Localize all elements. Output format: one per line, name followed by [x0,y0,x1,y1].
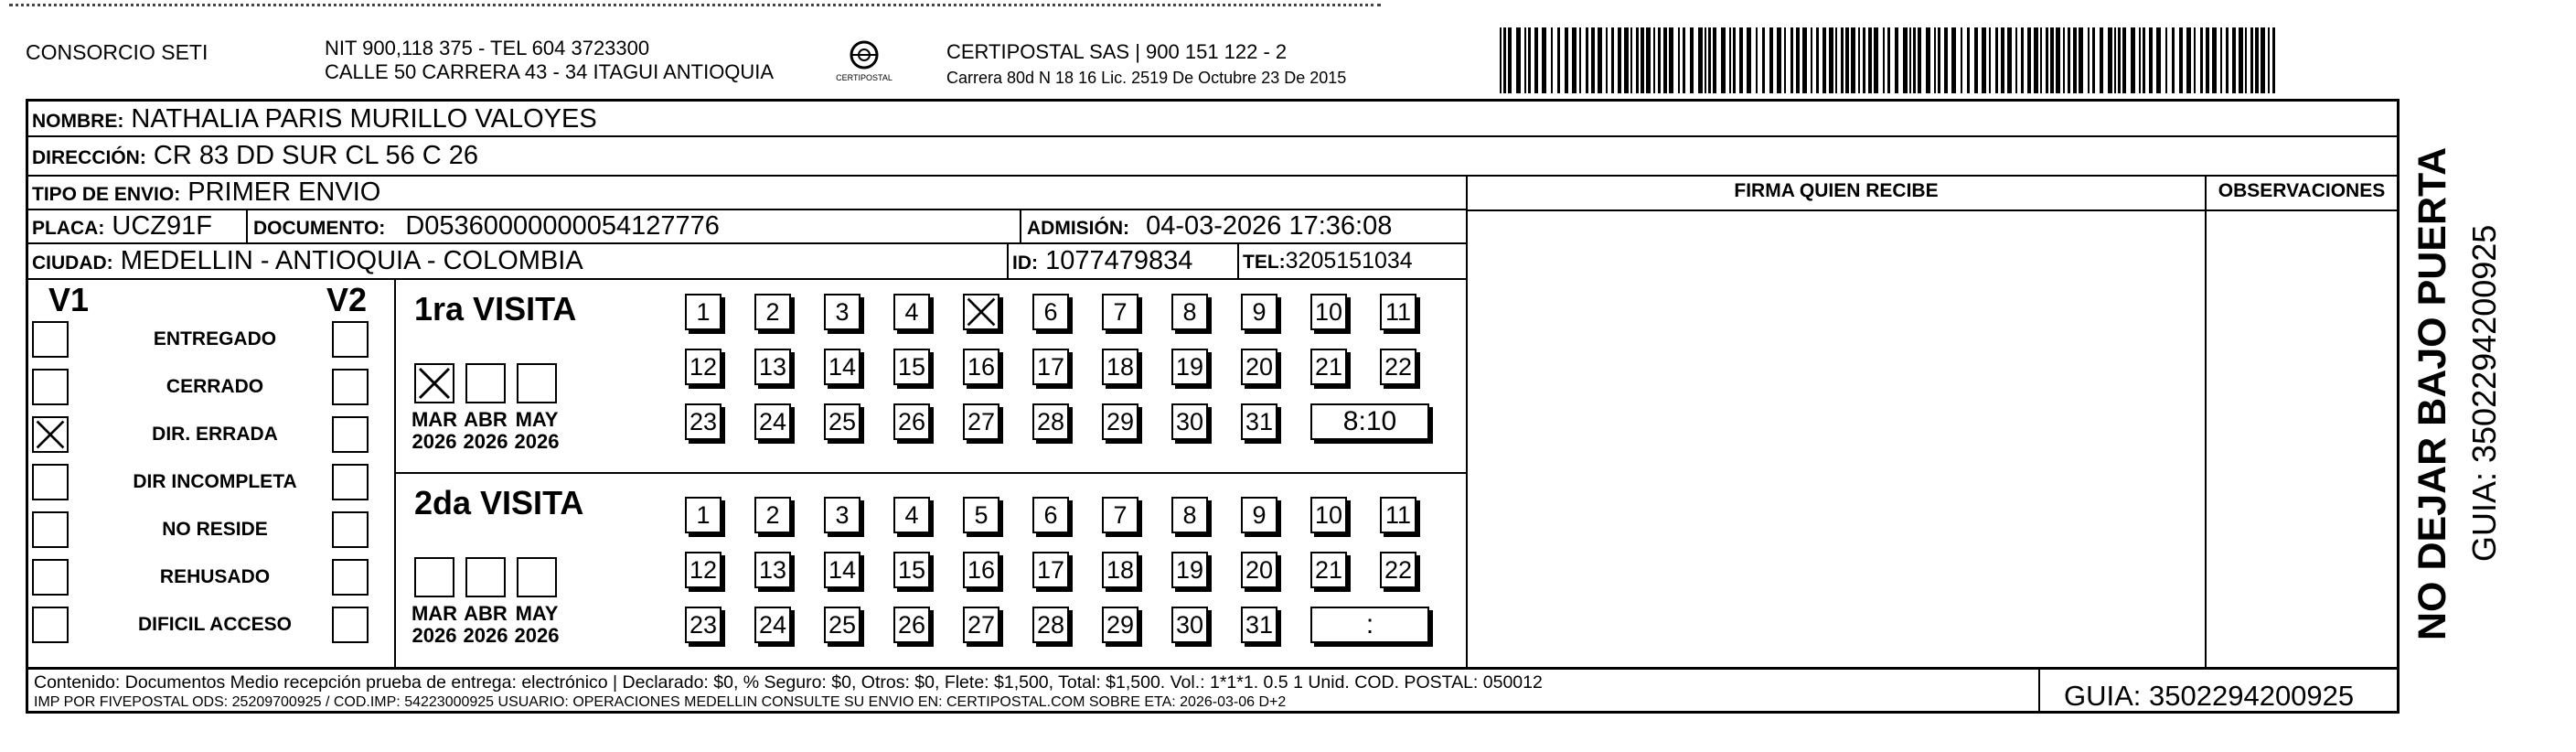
barcode-bar [1534,27,1538,93]
barcode-bar [2250,27,2253,93]
barcode-bar [2021,27,2024,93]
barcode-bar [1690,27,1694,93]
month-label [509,603,564,647]
month-year: 2026 [412,624,457,647]
barcode-bar [1598,27,1602,93]
v1-checkbox[interactable] [32,511,69,548]
barcode-bar [1829,27,1833,93]
v2-checkbox[interactable] [332,416,369,453]
barcode-bar [2079,27,2083,93]
second-visit-day[interactable]: 21 [1310,552,1347,588]
barcode-bar [2122,27,2126,93]
barcode-bar [1705,27,1706,93]
barcode-bar [1841,27,1844,93]
reason-label: CERRADO [166,376,264,397]
first-visit-day[interactable]: 20 [1241,349,1277,385]
barcode-bar [2268,27,2270,93]
v2-checkbox[interactable] [332,369,369,405]
barcode-bar [2220,27,2222,93]
barcode-bar [2149,27,2153,93]
barcode-bar [1618,27,1621,93]
barcode-bar [1895,27,1898,93]
barcode-bar [1845,27,1849,93]
shipment-type-row [32,177,380,210]
barcode-bar [1528,27,1531,93]
second-visit-day[interactable]: 4 [893,497,930,533]
barcode-bar [1822,27,1826,93]
barcode-bar [1756,27,1758,93]
second-visit-day[interactable]: 5 [963,497,999,533]
first-visit-day[interactable]: 16 [963,349,999,385]
first-visit-day[interactable]: 19 [1171,349,1208,385]
logo-caption: CERTIPOSTAL [836,73,893,82]
first-visit-day[interactable]: 12 [685,349,721,385]
reason-label: ENTREGADO [153,328,277,349]
month-label [509,409,564,453]
barcode-bar [2255,27,2259,93]
barcode-bar [1913,27,1916,93]
city-row [32,245,583,279]
x-mark-icon [34,418,67,451]
barcode-bar [1698,27,1703,93]
second-visit-day[interactable]: 18 [1102,552,1138,588]
barcode-bar [2139,27,2141,93]
barcode-bar [1858,27,1860,93]
first-visit-day[interactable]: 7 [1102,294,1138,330]
barcode-bar [1516,27,1521,93]
carrier-name: CERTIPOSTAL SAS | 900 151 122 - 2 [946,40,1288,63]
barcode-bar [1951,27,1956,93]
barcode-bar [1995,27,1998,93]
v1-checkbox[interactable] [32,607,69,643]
address-value: CR 83 DD SUR CL 56 C 26 [153,141,479,170]
first-visit-day[interactable]: 17 [1032,349,1069,385]
v1-checkbox[interactable] [32,559,69,596]
v2-checkbox[interactable] [332,464,369,500]
barcode-bar [1669,27,1673,93]
nit-phone: NIT 900,118 375 - TEL 604 3723300 [325,37,650,59]
barcode-bar [2088,27,2090,93]
month-checkbox[interactable] [465,557,506,597]
admision-divider [1020,209,1021,242]
barcode-bar [1802,27,1807,93]
second-visit-day[interactable]: 22 [1380,552,1416,588]
id-label: ID: [1012,252,1038,274]
barcode-bar [1883,27,1885,93]
shipment-type-label: TIPO DE ENVIO: [32,184,181,205]
observations-column-header: OBSERVACIONES [2218,180,2386,201]
barcode-bar [2007,27,2012,93]
month-year: 2026 [514,430,560,453]
first-visit-day[interactable]: 22 [1380,349,1416,385]
barcode-bar [2001,27,2004,93]
city-value: MEDELLIN - ANTIOQUIA - COLOMBIA [120,246,583,275]
recipient-name: NATHALIA PARIS MURILLO VALOYES [131,104,597,134]
reason-label: NO RESIDE [162,519,268,540]
barcode-bar [1646,27,1651,93]
second-visit-day[interactable]: 16 [963,552,999,588]
v2-checkbox[interactable] [332,511,369,548]
first-visit-day[interactable]: 26 [893,403,930,440]
barcode-bar [2114,27,2116,93]
second-visit-title: 2da VISITA [414,484,584,521]
barcode-bar [1868,27,1872,93]
second-visit-day[interactable]: 14 [824,552,860,588]
month-name: MAR [411,408,458,431]
barcode-bar [1542,27,1546,93]
barcode-bar [2046,27,2048,93]
reason-label: REHUSADO [159,566,271,587]
reason-label: DIR INCOMPLETA [133,471,297,492]
barcode-bar [1989,27,1991,93]
second-visit-day[interactable]: 7 [1102,497,1138,533]
v1-checkbox[interactable] [32,416,69,453]
month-checkbox[interactable] [414,363,454,403]
second-visit-day[interactable]: 28 [1032,607,1069,643]
barcode-bar [1887,27,1890,93]
month-year: 2026 [514,624,560,647]
second-visit-day[interactable]: 29 [1102,607,1138,643]
barcode-bar [2206,27,2209,93]
side-guia-number: GUIA: 3502294200925 [2465,224,2503,562]
first-visit-day[interactable]: 24 [754,403,791,440]
barcode-bar [1591,27,1595,93]
barcode-bar [1796,27,1800,93]
tel-divider [1237,242,1239,278]
first-visit-day[interactable]: 15 [893,349,930,385]
recipient-name-row [32,103,597,137]
guia-box-divider [2038,667,2040,711]
barcode-bar [2226,27,2229,93]
first-visit-day[interactable]: 27 [963,403,999,440]
barcode-bar [1934,27,1936,93]
barcode-bar [2261,27,2265,93]
barcode-bar [1863,27,1865,93]
barcode-bar [1729,27,1731,93]
barcode-bar [1611,27,1614,93]
barcode-bar [1663,27,1667,93]
barcode-bar [1944,27,1948,93]
footer-content-line: Contenido: Documentos Medio recepción prueba de entrega: electrónico | Declarado: $0, % Seguro: $0, Otros: $0, Flete: $1,500, Total: $1,500. Vol.: 1*1*1. 0.5 1 Unid. COD. POSTAL: 050012 [34,672,1543,693]
barcode-bar [1903,27,1908,93]
second-visit-day[interactable]: 25 [824,607,860,643]
second-visit-day[interactable]: 26 [893,607,930,643]
barcode-bar [2232,27,2236,93]
first-visit-time[interactable]: 8:10 [1310,403,1429,440]
barcode-bar [1557,27,1560,93]
address-label: DIRECCIÓN: [32,147,146,168]
second-visit-day[interactable]: 10 [1310,497,1347,533]
barcode-bar [2073,27,2077,93]
second-visit-day[interactable]: 23 [685,607,721,643]
certipostal-logo-icon [830,37,898,91]
month-name: ABR [464,602,508,625]
month-name: MAY [515,408,559,431]
visit-divider [394,472,1466,474]
barcode [1500,27,2282,93]
barcode-bar [1630,27,1632,93]
month-year: 2026 [463,624,508,647]
month-label [407,409,462,453]
barcode-bar [1777,27,1781,93]
barcode-bar [1874,27,1878,93]
second-visit-day[interactable]: 12 [685,552,721,588]
first-visit-day[interactable]: 2 [754,294,791,330]
barcode-bar [2068,27,2070,93]
barcode-bar [1721,27,1726,93]
barcode-bar [1747,27,1751,93]
reason-label: DIR. ERRADA [152,424,278,445]
barcode-bar [1586,27,1588,93]
barcode-bar [2100,27,2103,93]
second-visit-day[interactable]: 8 [1171,497,1208,533]
top-dashed-edge [9,4,1381,6]
second-visit-day[interactable]: 1 [685,497,721,533]
first-visit-day[interactable]: 25 [824,403,860,440]
barcode-bar [1503,27,1506,93]
barcode-bar [1636,27,1639,93]
barcode-bar [1579,27,1581,93]
first-visit-day[interactable]: 29 [1102,403,1138,440]
footer-print-line: IMP POR FIVEPOSTAL ODS: 25209700925 / COD.IMP: 54223000925 USUARIO: OPERACIONES MEDELLIN CONSULTE SU ENVIO EN: CERTIPOSTAL.COM SOBRE ETA: 2026-03-06 D+2 [34,694,1287,710]
v1-checkbox[interactable] [32,369,69,405]
month-year: 2026 [463,430,508,453]
month-label [458,409,513,453]
admission-value: 04-03-2026 17:36:08 [1146,211,1393,241]
second-visit-day[interactable]: 9 [1241,497,1277,533]
barcode-bar [1658,27,1661,93]
month-label [458,603,513,647]
observations-col-left [2205,175,2207,667]
barcode-bar [1624,27,1629,93]
admission-row [1027,210,1392,244]
document-row [253,210,720,244]
barcode-bar [2239,27,2243,93]
barcode-bar [1653,27,1655,93]
second-visit-day[interactable]: 24 [754,607,791,643]
plate-value: UCZ91F [112,211,212,241]
placa-divider [246,209,248,242]
x-mark-icon [416,365,453,402]
columns-divider [1466,209,2397,211]
first-visit-day[interactable]: 23 [685,403,721,440]
barcode-bar [1713,27,1716,93]
second-visit-day[interactable]: 30 [1171,607,1208,643]
second-visit-day[interactable]: 19 [1171,552,1208,588]
barcode-bar [1938,27,1940,93]
first-visit-day[interactable] [963,294,999,330]
barcode-bar [2245,27,2247,93]
barcode-bar [2272,27,2275,93]
first-visit-day[interactable]: 30 [1171,403,1208,440]
barcode-bar [1606,27,1608,93]
barcode-bar [1918,27,1921,93]
v2-checkbox[interactable] [332,607,369,643]
first-visit-day[interactable]: 31 [1241,403,1277,440]
second-visit-day[interactable]: 17 [1032,552,1069,588]
signature-col-left [1466,175,1468,667]
id-row [1012,245,1192,279]
barcode-bar [2034,27,2038,93]
second-visit-day[interactable]: 15 [893,552,930,588]
barcode-bar [1500,27,1502,93]
month-checkbox[interactable] [517,557,557,597]
barcode-bar [1982,27,1986,93]
barcode-bar [1762,27,1765,93]
phone-value: 3205151034 [1285,248,1413,274]
barcode-bar [1784,27,1786,93]
do-not-leave-under-door: NO DEJAR BAJO PUERTA [2410,146,2454,640]
barcode-bar [1961,27,1962,93]
second-visit-day[interactable]: 6 [1032,497,1069,533]
second-visit-day[interactable]: 2 [754,497,791,533]
barcode-bar [2040,27,2042,93]
barcode-bar [1524,27,1526,93]
footer-guia-number: GUIA: 3502294200925 [2064,680,2355,712]
first-visit-day[interactable]: 10 [1310,294,1347,330]
barcode-bar [1508,27,1512,93]
barcode-bar [1790,27,1793,93]
barcode-bar [2118,27,2121,93]
barcode-bar [2179,27,2183,93]
first-visit-day[interactable]: 21 [1310,349,1347,385]
barcode-bar [1816,27,1819,93]
barcode-bar [1733,27,1736,93]
row-divider [28,175,2397,177]
month-name: ABR [464,408,508,431]
month-name: MAY [515,602,559,625]
v1-header: V1 [48,281,90,318]
footer-divider [28,667,2397,670]
id-divider [1007,242,1009,278]
carrier-license: Carrera 80d N 18 16 Lic. 2519 De Octubre 23 De 2015 [946,69,1347,87]
company-name: CONSORCIO SETI [26,40,208,64]
barcode-bar [1769,27,1773,93]
first-visit-day[interactable]: 6 [1032,294,1069,330]
barcode-bar [2015,27,2017,93]
barcode-bar [1967,27,1970,93]
second-visit-day[interactable]: 27 [963,607,999,643]
plate-row [32,210,212,244]
document-value: D05360000000054127776 [405,211,720,241]
phone-row [1243,245,1413,278]
city-label: CIUDAD: [32,252,113,274]
second-visit-day[interactable]: 11 [1380,497,1416,533]
barcode-bar [1572,27,1577,93]
barcode-bar [2108,27,2112,93]
signature-column-header: FIRMA QUIEN RECIBE [1734,180,1939,201]
barcode-bar [2056,27,2060,93]
first-visit-day[interactable]: 11 [1380,294,1416,330]
barcode-bar [2027,27,2031,93]
barcode-bar [2200,27,2203,93]
id-value: 1077479834 [1045,246,1193,275]
reason-label: DIFICIL ACCESO [137,614,292,635]
second-visit-day[interactable]: 20 [1241,552,1277,588]
month-checkbox[interactable] [414,557,454,597]
first-visit-day[interactable]: 13 [754,349,791,385]
first-visit-day[interactable]: 18 [1102,349,1138,385]
barcode-bar [1708,27,1711,93]
x-mark-icon [965,295,998,328]
barcode-bar [2063,27,2065,93]
barcode-bar [2212,27,2217,93]
barcode-bar [1551,27,1553,93]
barcode-bar [2165,27,2167,93]
v2-checkbox[interactable] [332,559,369,596]
barcode-bar [2194,27,2196,93]
month-year: 2026 [412,430,457,453]
second-visit-day[interactable]: 13 [754,552,791,588]
barcode-bar [1641,27,1644,93]
barcode-bar [1851,27,1855,93]
month-checkbox[interactable] [465,363,506,403]
v2-checkbox[interactable] [332,321,369,358]
certipostal-logo [830,37,898,91]
shipment-type-value: PRIMER ENVIO [187,177,381,207]
recipient-name-label: NOMBRE: [32,111,124,132]
first-visit-day[interactable]: 3 [824,294,860,330]
admission-label: ADMISIÓN: [1027,218,1129,239]
first-visit-day[interactable]: 4 [893,294,930,330]
barcode-bar [1739,27,1743,93]
barcode-bar [1909,27,1911,93]
document-label: DOCUMENTO: [253,218,386,239]
month-name: MAR [411,602,458,625]
barcode-bar [2050,27,2054,93]
barcode-bar [2143,27,2145,93]
second-visit-day[interactable]: 31 [1241,607,1277,643]
first-visit-title: 1ra VISITA [414,290,577,328]
first-visit-day[interactable]: 28 [1032,403,1069,440]
v1-checkbox[interactable] [32,464,69,500]
first-visit-day[interactable]: 1 [685,294,721,330]
barcode-bar [2156,27,2161,93]
first-visit-day[interactable]: 8 [1171,294,1208,330]
phone-label: TEL: [1243,252,1286,273]
barcode-bar [2172,27,2175,93]
barcode-bar [1678,27,1680,93]
month-checkbox[interactable] [517,363,557,403]
shipping-form [26,99,2400,714]
barcode-bar [1811,27,1812,93]
address-row [32,140,478,174]
month-label [407,603,462,647]
plate-label: PLACA: [32,218,105,239]
v1-checkbox[interactable] [32,321,69,358]
barcode-bar [1974,27,1978,93]
barcode-bar [1565,27,1568,93]
barcode-bar [1926,27,1930,93]
v2-header: V2 [326,281,368,318]
barcode-graphic [1500,27,2282,93]
second-visit-time[interactable]: : [1310,607,1429,643]
first-visit-day[interactable]: 9 [1241,294,1277,330]
barcode-bar [2186,27,2191,93]
barcode-bar [2092,27,2095,93]
first-visit-day[interactable]: 14 [824,349,860,385]
company-address: CALLE 50 CARRERA 43 - 34 ITAGUI ANTIOQUIA [325,60,775,83]
second-visit-day[interactable]: 3 [824,497,860,533]
barcode-bar [1835,27,1837,93]
barcode-bar [1683,27,1685,93]
barcode-bar [2131,27,2135,93]
